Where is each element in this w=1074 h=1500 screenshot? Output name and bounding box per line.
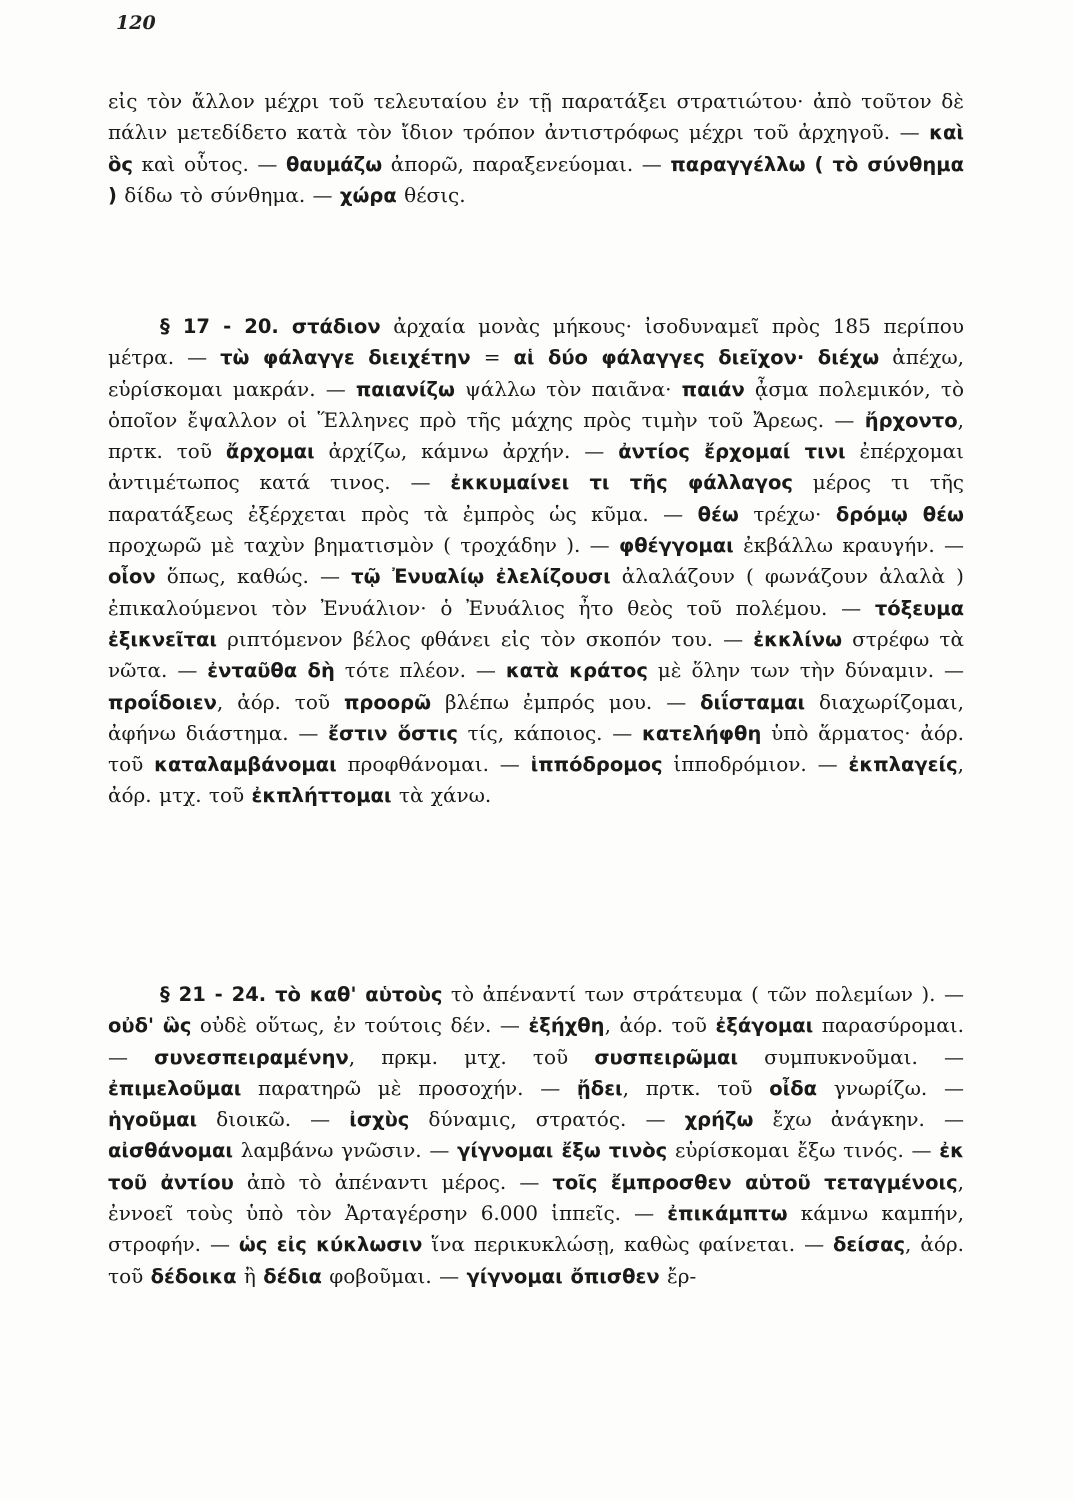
headword: καταλαμβάνομαι bbox=[154, 753, 337, 777]
headword: διΐσταμαι bbox=[700, 690, 806, 714]
headword: δέδοικα bbox=[150, 1264, 237, 1288]
headword: ἀντίος ἔρχομαί τινι bbox=[618, 440, 846, 464]
headword: ἐνταῦθα δὴ bbox=[207, 659, 335, 683]
definition-text: οὐδὲ οὕτως, ἐν τούτοις δέν. — bbox=[191, 1013, 529, 1038]
headword: συνεσπειραμένην bbox=[154, 1045, 349, 1069]
headword: δρόμῳ θέω bbox=[835, 502, 964, 526]
definition-text: εἰς τὸν ἄλλον μέχρι τοῦ τελευταίου ἐν τῇ παρατάξει στρατιώτου· ἀπὸ τοῦτον δὲ πάλιν μετεδίδετο κατὰ τὸν ἴδιον τρόπον ἀντιστρόφως μέχρι τοῦ ἀρχηγοῦ. — bbox=[108, 89, 964, 145]
definition-text: ἀρχίζω, κάμνω ἀρχήν. — bbox=[314, 439, 619, 464]
headword: ἤρχοντο bbox=[864, 408, 958, 432]
definition-text: ἔχω ἀνάγκην. — bbox=[753, 1107, 964, 1132]
definition-text: , πρτκ. τοῦ bbox=[108, 407, 964, 464]
definition-text: θέσις. bbox=[396, 182, 466, 207]
definition-text: ἀπέχω, εὑρίσκομαι μακράν. — bbox=[108, 345, 964, 401]
headword: αἱ δύο φάλαγγες διεῖχον· διέχω bbox=[513, 346, 880, 370]
definition-text: ὑπὸ ἅρματος· ἀόρ. τοῦ bbox=[108, 720, 965, 777]
headword: δέδια bbox=[263, 1264, 322, 1288]
headword: ἐκκυμαίνει τι τῆς φάλλαγος bbox=[450, 471, 793, 495]
headword: αἰσθάνομαι bbox=[108, 1139, 233, 1163]
definition-text: τρέχω· bbox=[738, 501, 836, 526]
definition-text: διαχωρίζομαι, ἀφήνω διάστημα. — bbox=[108, 689, 964, 745]
definition-text: παρασύρομαι. — bbox=[108, 1013, 964, 1069]
definition-text: , ἀόρ. τοῦ bbox=[604, 1013, 716, 1038]
headword: § 17 - 20. στάδιον bbox=[160, 315, 381, 338]
definition-text: ἀπὸ τὸ ἀπέναντι μέρος. — bbox=[233, 1169, 553, 1194]
definition-text: ἵνα περικυκλώσῃ, καθὼς φαίνεται. — bbox=[422, 1232, 834, 1257]
headword: παραγγέλλω ( τὸ σύνθημα ) bbox=[108, 152, 964, 207]
definition-text: , πρτκ. τοῦ bbox=[622, 1075, 770, 1100]
headword: προΐδοιεν bbox=[108, 690, 217, 714]
definition-text: τίς, κάποιος. — bbox=[457, 720, 643, 745]
definition-text: ἀπορῶ, παραξενεύομαι. — bbox=[382, 151, 671, 176]
definition-text: τὰ χάνω. bbox=[391, 783, 492, 808]
headword: τὼ φάλαγγε διειχέτην bbox=[220, 346, 471, 370]
headword: συσπειρῶμαι bbox=[594, 1045, 738, 1069]
headword: οὐδ' ὣς bbox=[108, 1014, 192, 1038]
definition-text: ψάλλω τὸν παιᾶνα· bbox=[455, 376, 682, 401]
definition-text: εὑρίσκομαι ἔξω τινός. — bbox=[667, 1138, 940, 1163]
headword: ἡγοῦμαι bbox=[108, 1108, 198, 1132]
headword: χώρα bbox=[339, 183, 397, 207]
headword: παιανίζω bbox=[355, 377, 455, 401]
headword: ἄρχομαι bbox=[225, 440, 315, 464]
headword: ἰσχὺς bbox=[349, 1108, 410, 1132]
headword: θέω bbox=[697, 502, 739, 526]
page-number: 120 bbox=[116, 12, 156, 34]
headword: ἐκκλίνω bbox=[753, 627, 843, 651]
definition-text: στρέφω τὰ νῶτα. — bbox=[108, 626, 964, 683]
headword: γίγνομαι ὄπισθεν bbox=[466, 1264, 660, 1288]
headword: ἐπιμελοῦμαι bbox=[108, 1076, 242, 1100]
definition-text: ἔρ- bbox=[659, 1263, 697, 1288]
definition-text: ἱπποδρόμιον. — bbox=[662, 752, 849, 777]
definition-text: διοικῶ. — bbox=[197, 1107, 350, 1132]
definition-text: προχωρῶ μὲ ταχὺν βηματισμὸν ( τροχάδην ). — bbox=[108, 533, 619, 558]
glossary-paragraph-1 bbox=[108, 86, 964, 211]
headword: φθέγγομαι bbox=[618, 534, 734, 558]
definition-text: δύναμις, στρατός. — bbox=[409, 1107, 685, 1132]
definition-text: συμπυκνοῦμαι. — bbox=[738, 1044, 965, 1069]
definition-text: , πρκμ. μτχ. τοῦ bbox=[348, 1044, 595, 1069]
headword: παιάν bbox=[681, 377, 745, 401]
headword: § 21 - 24. τὸ καθ' αὑτοὺς bbox=[160, 983, 443, 1006]
definition-text: ἀρχαία μονὰς μήκους· ἰσοδυναμεῖ πρὸς 185 περίπου μέτρα. — bbox=[108, 314, 964, 370]
headword: δείσας bbox=[833, 1233, 906, 1257]
definition-text: παρατηρῶ μὲ προσοχήν. — bbox=[241, 1075, 577, 1100]
headword: θαυμάζω bbox=[286, 152, 383, 176]
definition-text: ἐκβάλλω κραυγήν. — bbox=[733, 533, 964, 558]
headword: προορῶ bbox=[343, 690, 432, 714]
headword: τοῖς ἔμπροσθεν αὑτοῦ τεταγμένοις bbox=[552, 1170, 958, 1194]
definition-text: καὶ οὗτος. — bbox=[132, 151, 286, 176]
definition-text: τότε πλέον. — bbox=[334, 658, 506, 683]
definition-text: ἢ bbox=[236, 1263, 264, 1288]
headword: ἐκ τοῦ ἀντίου bbox=[108, 1139, 964, 1194]
definition-text: ὅπως, καθώς. — bbox=[155, 564, 352, 589]
headword: γίγνομαι ἔξω τινὸς bbox=[457, 1139, 668, 1163]
definition-text: μὲ ὅλην των τὴν δύναμιν. — bbox=[647, 658, 964, 683]
glossary-paragraph-2 bbox=[108, 311, 964, 812]
headword: τῷ Ἐνυαλίῳ ἐλελίζουσι bbox=[351, 565, 611, 589]
definition-text: ᾆσμα πολεμικόν, τὸ ὁποῖον ἔψαλλον οἱ Ἕλληνες πρὸ τῆς μάχης πρὸς τιμὴν τοῦ Ἄρεως. — bbox=[108, 376, 965, 432]
headword: καὶ ὃς bbox=[108, 121, 964, 176]
definition-text: , ἀόρ. τοῦ bbox=[216, 689, 344, 714]
headword: ᾔδει bbox=[576, 1076, 623, 1100]
definition-text: , ἐννοεῖ τοὺς ὑπὸ τὸν Ἀρταγέρσην 6.000 ἱππεῖς. — bbox=[108, 1169, 964, 1226]
definition-text: = bbox=[470, 345, 514, 370]
definition-text: βλέπω ἐμπρός μου. — bbox=[431, 689, 701, 714]
headword: ἱππόδρομος bbox=[530, 753, 663, 777]
headword: ἐπικάμπτω bbox=[667, 1202, 788, 1226]
headword: χρήζω bbox=[684, 1108, 754, 1132]
definition-text: δίδω τὸ σύνθημα. — bbox=[116, 182, 340, 207]
definition-text: , ἀόρ. τοῦ bbox=[108, 1232, 964, 1288]
definition-text: ριπτόμενον βέλος φθάνει εἰς τὸν σκοπόν του. — bbox=[217, 626, 754, 651]
definition-text: ἐπέρχομαι ἀντιμέτωπος κατά τινος. — bbox=[108, 439, 965, 495]
definition-text: κάμνω καμπήν, στροφήν. — bbox=[108, 1201, 964, 1257]
headword: ἐκπλαγείς bbox=[848, 753, 958, 777]
definition-text: φοβοῦμαι. — bbox=[321, 1263, 467, 1288]
definition-text: , ἀόρ. μτχ. τοῦ bbox=[108, 752, 965, 808]
headword: ἐκπλήττομαι bbox=[251, 784, 392, 808]
definition-text: ἀλαλάζουν ( φωνάζουν ἀλαλὰ ) ἐπικαλούμενοι τὸν Ἐνυάλιον· ὁ Ἐνυάλιος ἦτο θεὸς τοῦ πολέμου. — bbox=[108, 564, 964, 620]
headword: ἐξήχθη bbox=[528, 1014, 605, 1038]
headword: ἐξάγομαι bbox=[715, 1014, 814, 1038]
headword: κατελήφθη bbox=[642, 721, 762, 745]
definition-text: τὸ ἀπέναντί των στράτευμα ( τῶν πολεμίων ). — bbox=[442, 982, 964, 1006]
headword: κατὰ κράτος bbox=[505, 659, 648, 683]
headword: οἷον bbox=[108, 565, 156, 589]
headword: οἶδα bbox=[769, 1076, 818, 1100]
definition-text: προφθάνομαι. — bbox=[336, 752, 531, 777]
headword: ὡς εἰς κύκλωσιν bbox=[238, 1233, 423, 1257]
definition-text: γνωρίζω. — bbox=[817, 1075, 964, 1100]
glossary-paragraph-3 bbox=[108, 979, 964, 1292]
definition-text: μέρος τι τῆς παρατάξεως ἐξέρχεται πρὸς τὰ ἐμπρὸς ὡς κῦμα. — bbox=[108, 470, 964, 526]
definition-text: λαμβάνω γνῶσιν. — bbox=[233, 1138, 458, 1163]
headword: ἔστιν ὅστις bbox=[328, 721, 458, 745]
headword: τόξευμα ἐξικνεῖται bbox=[108, 596, 964, 651]
